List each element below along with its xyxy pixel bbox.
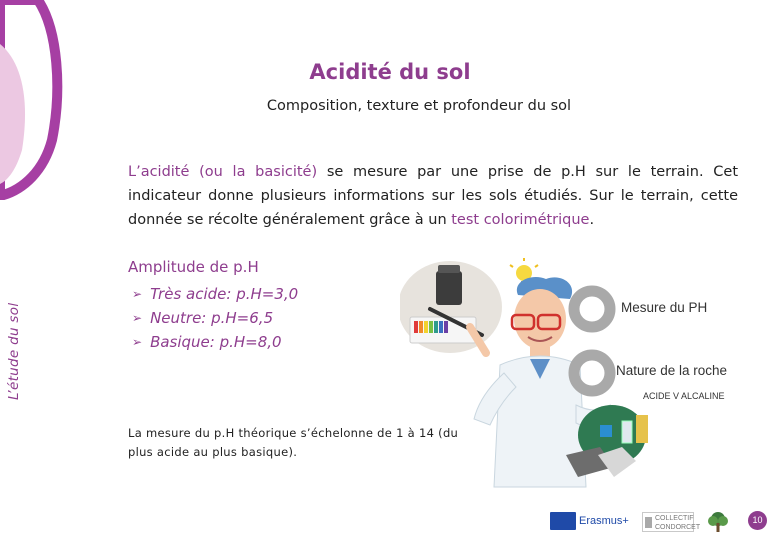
- footer-logos: [550, 508, 780, 536]
- list-item: [132, 282, 298, 306]
- erasmus-logo: Erasmus+: [579, 515, 629, 527]
- arrow-icon: ➢: [132, 311, 143, 325]
- arrow-icon: ➢: [132, 335, 143, 349]
- acidity-term: L’acidité (ou la basicité): [128, 164, 318, 180]
- page-number: 10: [748, 511, 767, 530]
- list-item-text: Basique: p.H=8,0: [150, 333, 282, 351]
- tree-logo-icon: [704, 508, 732, 536]
- list-item: [132, 306, 298, 330]
- intro-text: se mesure par une prise de p.H sur le terrain. Cet indicateur donne plusieurs informations sur les sols étudiés. Sur le terrain, cette donnée se récolte généralement grâce à un: [128, 164, 739, 228]
- ph-test-kit-icon: [400, 261, 502, 353]
- list-item-text: Neutre: p.H=6,5: [150, 309, 274, 327]
- acid-alkaline-label: ACIDE V ALCALINE: [643, 391, 725, 401]
- list-item: [132, 330, 298, 354]
- colorimetric-test-term: test colorimétrique: [451, 212, 590, 228]
- partner-mark-icon: [645, 517, 652, 528]
- amplitude-list: [132, 282, 298, 354]
- ring-icon: [574, 291, 610, 327]
- intro-period: .: [589, 212, 595, 228]
- partner-logo-text: COLLECTIF CONDORCET: [655, 515, 701, 531]
- page-title: Acidité du sol: [309, 60, 471, 84]
- page-subtitle: Composition, texture et profondeur du sol: [266, 98, 572, 114]
- partner-logo: [642, 512, 701, 532]
- ph-measure-label: Mesure du PH: [621, 300, 708, 315]
- arrow-icon: ➢: [132, 287, 143, 301]
- ph-scale-note: La mesure du p.H théorique s’échelonne de 1 à 14 (du plus acide au plus basique).: [128, 426, 459, 459]
- rock-nature-label: Nature de la roche: [616, 363, 728, 378]
- side-section-label: L’étude du sol: [6, 302, 22, 400]
- list-item-text: Très acide: p.H=3,0: [150, 285, 299, 303]
- ring-icon: [574, 355, 610, 391]
- amplitude-title: Amplitude de p.H: [128, 258, 259, 276]
- eu-flag-icon: [550, 512, 576, 530]
- intro-paragraph: [128, 160, 738, 232]
